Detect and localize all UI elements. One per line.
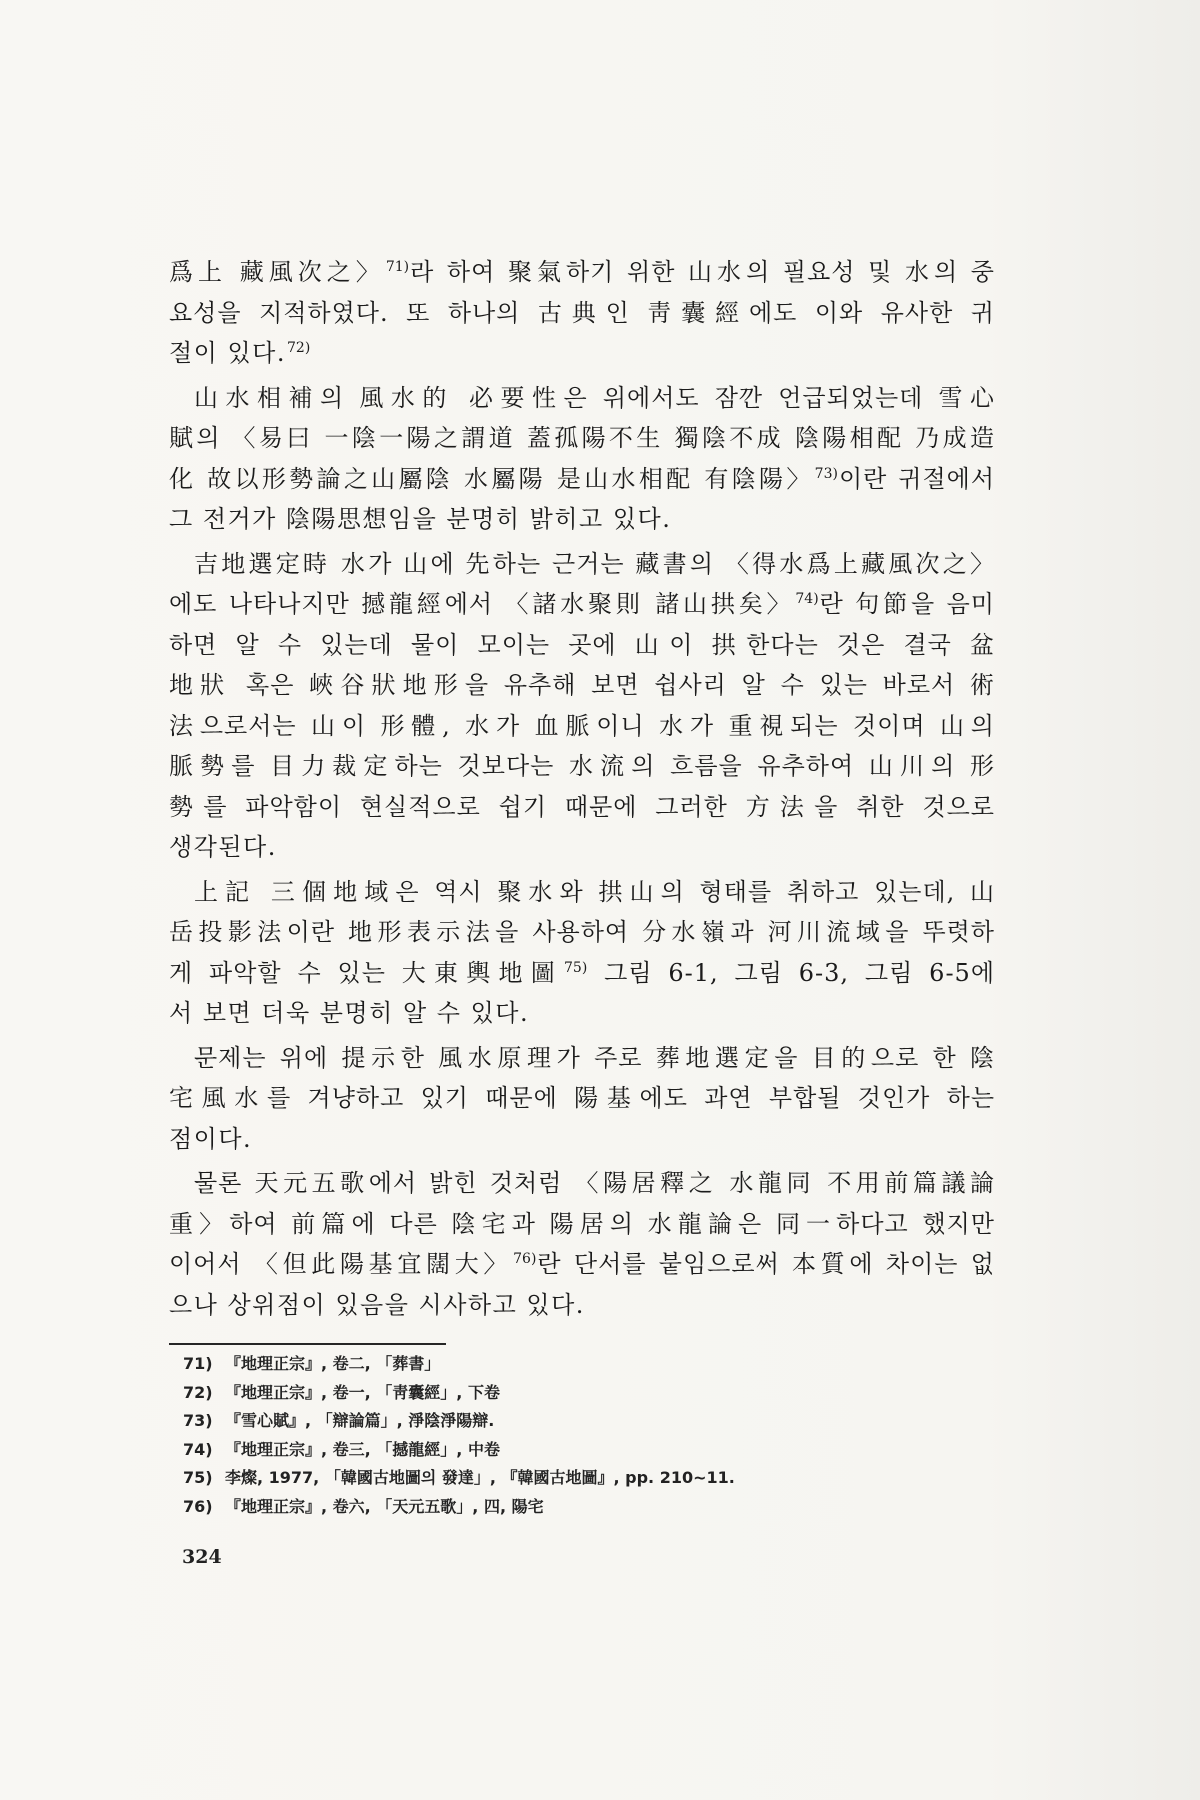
paragraph bbox=[169, 872, 995, 1034]
footnote bbox=[183, 1407, 1003, 1436]
line-text: 脈勢를 目力裁定하는 것보다는 水流의 흐름을 유추하여 山川의 形 bbox=[169, 752, 995, 780]
text-line bbox=[169, 1119, 995, 1160]
text-line bbox=[169, 665, 995, 706]
line-text: 물론 天元五歌에서 밝힌 것처럼 〈陽居釋之 水龍同 不用前篇議論 bbox=[194, 1169, 995, 1197]
text-line bbox=[169, 418, 995, 459]
footnote-ref: 71) bbox=[385, 259, 410, 275]
line-text: 하면 알 수 있는데 물이 모이는 곳에 山이 拱한다는 것은 결국 盆 bbox=[169, 630, 995, 659]
line-text: 重〉하여 前篇에 다른 陰宅과 陽居의 水龍論은 同一하다고 했지만 bbox=[169, 1209, 995, 1238]
line-text: 으나 상위점이 있음을 시사하고 있다. bbox=[169, 1290, 585, 1319]
footnote-ref: 75) bbox=[564, 959, 588, 976]
footnote bbox=[183, 1436, 1003, 1465]
line-text: 라 하여 聚氣하기 위한 山水의 필요성 및 水의 중 bbox=[410, 258, 995, 286]
paragraph bbox=[169, 1163, 995, 1325]
footnote-number: 75) bbox=[183, 1468, 213, 1488]
line-text: 란 단서를 붙임으로써 本質에 차이는 없 bbox=[537, 1250, 995, 1278]
footnote-number: 76) bbox=[183, 1496, 213, 1516]
text-line bbox=[169, 827, 995, 868]
line-text: 그림 6-1, 그림 6-3, 그림 6-5에 bbox=[588, 958, 996, 987]
line-text: 吉地選定時 水가 山에 先하는 근거는 藏書의 〈得水爲上藏風次之〉 bbox=[194, 549, 995, 578]
footnote-ref: 74) bbox=[795, 591, 819, 607]
line-text: 문제는 위에 提示한 風水原理가 주로 葬地選定을 目的으로 한 陰 bbox=[194, 1043, 995, 1072]
footnote-number: 72) bbox=[183, 1382, 213, 1402]
line-text: 그 전거가 陰陽思想임을 분명히 밝히고 있다. bbox=[169, 505, 672, 533]
text-line bbox=[169, 953, 995, 994]
line-text: 서 보면 더욱 분명히 알 수 있다. bbox=[169, 999, 530, 1027]
text-line bbox=[169, 993, 995, 1034]
footnote bbox=[183, 1379, 1003, 1408]
footnote-text: 李燦, 1977, 「韓國古地圖의 發達」, 『韓國古地圖』, pp. 210~11. bbox=[225, 1468, 735, 1488]
text-line bbox=[169, 706, 995, 747]
line-text: 山水相補의 風水的 必要性은 위에서도 잠깐 언급되었는데 雪心 bbox=[194, 383, 995, 412]
line-text: 이어서 〈但此陽基宜闊大〉 bbox=[169, 1250, 513, 1278]
text-line bbox=[169, 746, 995, 787]
line-text: 란 句節을 음미 bbox=[819, 590, 995, 618]
footnotes bbox=[183, 1350, 1003, 1522]
line-text: 岳投影法이란 地形表示法을 사용하여 分水嶺과 河川流域을 뚜렷하 bbox=[169, 918, 995, 946]
footnote-text: 『地理正宗』, 卷六, 「天元五歌」, 四, 陽宅 bbox=[225, 1496, 544, 1516]
paragraph bbox=[169, 378, 995, 540]
line-text: 이란 귀절에서 bbox=[838, 464, 995, 493]
line-text: 게 파악할 수 있는 大東輿地圖 bbox=[169, 958, 563, 987]
footnote bbox=[183, 1350, 1003, 1379]
footnote-text: 『地理正宗』, 卷一, 「靑囊經」, 下卷 bbox=[225, 1382, 500, 1402]
line-text: 요성을 지적하였다. 또 하나의 古典인 靑囊經에도 이와 유사한 귀 bbox=[169, 298, 995, 327]
text-line bbox=[169, 459, 995, 500]
text-line bbox=[169, 1163, 995, 1204]
text-line bbox=[169, 544, 995, 585]
text-line bbox=[169, 1244, 995, 1285]
page-number: 324 bbox=[182, 1546, 222, 1568]
line-text: 賦의 〈易曰 一陰一陽之謂道 蓋孤陽不生 獨陰不成 陰陽相配 乃成造 bbox=[169, 424, 995, 452]
line-text: 化 故以形勢論之山屬陰 水屬陽 是山水相配 有陰陽〉 bbox=[169, 464, 814, 493]
text-line bbox=[169, 912, 995, 953]
text-line bbox=[169, 333, 995, 374]
text-line bbox=[169, 252, 995, 293]
paragraph bbox=[169, 1038, 995, 1160]
footnote bbox=[183, 1493, 1003, 1522]
text-line bbox=[169, 293, 995, 334]
footnote-number: 74) bbox=[183, 1439, 213, 1459]
paragraph bbox=[169, 252, 995, 374]
text-line bbox=[169, 1285, 995, 1326]
line-text: 점이다. bbox=[169, 1124, 253, 1153]
footnote-number: 71) bbox=[183, 1354, 213, 1373]
text-line bbox=[169, 584, 995, 625]
footnote-text: 『地理正宗』, 卷三, 「撼龍經」, 中卷 bbox=[225, 1439, 500, 1459]
text-line bbox=[169, 1038, 995, 1079]
footnote-number: 73) bbox=[183, 1411, 213, 1431]
text-line bbox=[169, 1078, 995, 1119]
footnote-text: 『雪心賦』, 「辯論篇」, 淨陰淨陽辯. bbox=[225, 1411, 495, 1431]
line-text: 절이 있다. bbox=[169, 339, 286, 367]
text-line bbox=[169, 1204, 995, 1245]
line-text: 에도 나타나지만 撼龍經에서 〈諸水聚則 諸山拱矣〉 bbox=[169, 590, 795, 618]
text-line bbox=[169, 787, 995, 828]
text-line bbox=[169, 378, 995, 419]
footnote-ref: 73) bbox=[814, 465, 838, 482]
line-text: 勢를 파악함이 현실적으로 쉽기 때문에 그러한 方法을 취한 것으로 bbox=[169, 792, 995, 821]
line-text: 上記 三個地域은 역시 聚水와 拱山의 형태를 취하고 있는데, 山 bbox=[194, 877, 995, 906]
footnote-separator bbox=[169, 1343, 446, 1345]
line-text: 法으로서는 山이 形體, 水가 血脈이니 水가 重視되는 것이며 山의 bbox=[169, 711, 995, 740]
body-text bbox=[169, 252, 995, 1325]
footnote-text: 『地理正宗』, 卷二, 「葬書」 bbox=[225, 1354, 441, 1373]
line-text: 宅風水를 겨냥하고 있기 때문에 陽基에도 과연 부합될 것인가 하는 bbox=[169, 1084, 995, 1112]
line-text: 地狀 혹은 峽谷狀地形을 유추해 보면 쉽사리 알 수 있는 바로서 術 bbox=[169, 671, 995, 699]
footnote-ref: 72) bbox=[287, 340, 311, 356]
footnote bbox=[183, 1464, 1003, 1493]
line-text: 생각된다. bbox=[169, 833, 277, 861]
text-line bbox=[169, 499, 995, 540]
line-text: 爲上 藏風次之〉 bbox=[169, 258, 385, 286]
text-line bbox=[169, 872, 995, 913]
text-line bbox=[169, 625, 995, 666]
paragraph bbox=[169, 544, 995, 868]
footnote-ref: 76) bbox=[513, 1251, 537, 1267]
